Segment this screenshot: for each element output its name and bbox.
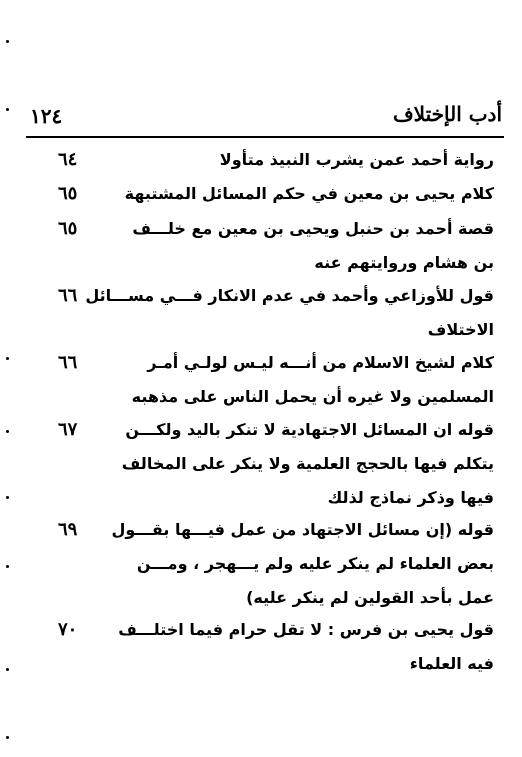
page-header <box>26 98 504 138</box>
entry-page-number: ٦٥ <box>58 218 78 239</box>
entry-text: رواية أحمد عمن يشرب النبيذ متأولا <box>219 150 494 169</box>
entry-text: قوله (إن مسائل الاجتهاد من عمل فيـــها بقـــول <box>111 520 494 539</box>
scan-mark <box>6 40 9 43</box>
entry-line <box>58 447 494 481</box>
entry-page-number: ٦٧ <box>58 419 78 440</box>
entry-text: كلام يحيى بن معين في حكم المسائل المشتبهة <box>124 184 494 203</box>
entry-text: يتكلم فيها بالحجج العلمية ولا ينكر على المخالف <box>121 454 494 473</box>
entry-page-number: ٦٦ <box>58 352 78 373</box>
toc-entry <box>58 613 494 681</box>
entry-text: قصة أحمد بن حنبل ويحيى بن معين مع خلـــف <box>132 219 494 238</box>
scan-mark <box>6 357 9 360</box>
entry-text: الاختلاف <box>427 320 494 339</box>
entry-line <box>58 346 494 380</box>
book-title: أدب الإختلاف <box>392 102 502 126</box>
entry-line <box>58 380 494 414</box>
toc-entry <box>58 143 494 177</box>
scan-mark <box>6 736 9 739</box>
entry-text: عمل بأحد القولين لم ينكر عليه) <box>246 588 494 607</box>
entry-text: قول يحيى بن فرس : لا تقل حرام فيما اختلـــف <box>118 620 494 639</box>
entry-line <box>58 177 494 211</box>
entry-line <box>58 581 494 615</box>
entry-text: المسلمين ولا غيره أن يحمل الناس على مذهبه <box>131 387 494 406</box>
entry-line <box>58 513 494 547</box>
page-number: ١٢٤ <box>30 104 63 128</box>
scan-mark <box>6 108 9 111</box>
entry-line <box>58 613 494 647</box>
toc-entry <box>58 413 494 515</box>
entry-page-number: ٦٦ <box>58 285 78 306</box>
entry-text: بن هشام وروايتهم عنه <box>314 253 494 272</box>
entry-page-number: ٦٤ <box>58 149 78 170</box>
entry-line <box>58 547 494 581</box>
entry-page-number: ٦٥ <box>58 183 78 204</box>
scan-mark <box>6 668 9 671</box>
entry-text: كلام لشيخ الاسلام من أنـــه ليـس لولـي أمـر <box>147 353 494 372</box>
entry-page-number: ٦٩ <box>58 519 78 540</box>
toc-entry <box>58 279 494 347</box>
entry-line <box>58 212 494 246</box>
toc-entry <box>58 177 494 211</box>
entry-text: قوله ان المسائل الاجتهادية لا تنكر باليد ولكـــن <box>125 420 494 439</box>
entry-text: قول للأوزاعي وأحمد في عدم الانكار فـــي مســـائل <box>85 286 494 305</box>
entry-page-number: ٧٠ <box>58 619 78 640</box>
entry-line <box>58 143 494 177</box>
toc-entry <box>58 513 494 615</box>
entry-line <box>58 279 494 313</box>
entry-line <box>58 413 494 447</box>
entry-line <box>58 647 494 681</box>
entry-line <box>58 481 494 515</box>
scan-mark <box>6 496 9 499</box>
entry-text: فيه العلماء <box>409 654 494 673</box>
toc-entry <box>58 346 494 414</box>
entry-text: فيها وذكر نماذج لذلك <box>327 488 494 507</box>
scan-mark <box>6 430 9 433</box>
entry-text: بعض العلماء لم ينكر عليه ولم يـــهجر ، ومـــن <box>136 554 494 573</box>
entry-line <box>58 246 494 280</box>
entry-line <box>58 313 494 347</box>
scan-mark <box>6 565 9 568</box>
toc-entry <box>58 212 494 280</box>
